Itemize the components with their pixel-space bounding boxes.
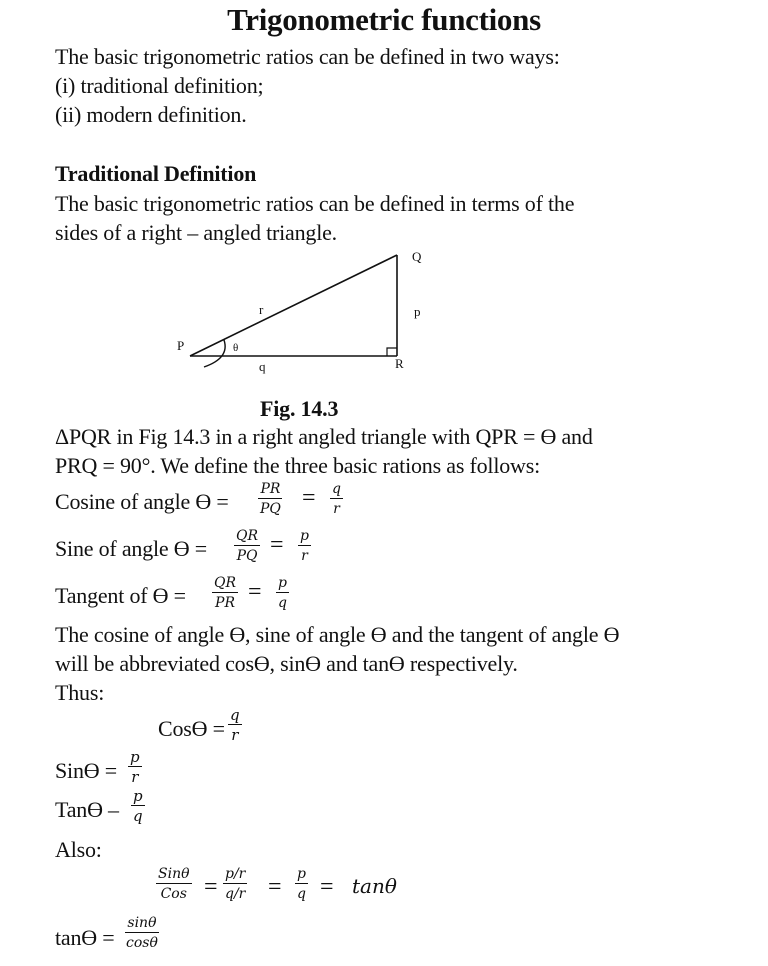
right-angle-marker <box>387 348 397 356</box>
sin-eq-fraction <box>128 748 142 787</box>
sine-equals: = <box>270 532 284 558</box>
sin-eq-num: p <box>130 748 140 766</box>
sin-eq-label: Sinϴ = <box>55 758 117 783</box>
tangent-fraction-2 <box>276 574 289 613</box>
vertex-q-label: Q <box>412 249 422 264</box>
also-equals-1: = <box>204 874 218 900</box>
also-equals-2: = <box>268 874 282 900</box>
sine-fraction-1 <box>234 527 260 566</box>
intro-text: The basic trigonometric ratios can be defined in two ways: <box>55 44 560 69</box>
tangent-num-2: p <box>278 575 287 591</box>
tan-def-den: cosθ <box>126 935 158 951</box>
cosine-num-1: PR <box>260 481 281 497</box>
sine-fraction-2 <box>298 527 311 566</box>
traditional-text-2: sides of a right – angled triangle. <box>55 220 337 245</box>
tangent-equals: = <box>248 579 262 605</box>
abbrev-line-1: The cosine of angle ϴ, sine of angle ϴ and the tangent of angle ϴ <box>55 622 620 647</box>
also-den-1: Cos <box>160 886 187 902</box>
also-den-3: q <box>297 886 306 902</box>
sine-num-2: p <box>300 528 309 544</box>
side-r-label: r <box>259 302 264 317</box>
tangent-num-1: QR <box>214 575 237 591</box>
thus-label: Thus: <box>55 680 105 705</box>
also-fraction-1 <box>156 865 192 904</box>
tan-eq-fraction <box>131 787 145 826</box>
also-num-1: Sinθ <box>158 866 190 882</box>
tangent-fraction-1 <box>212 574 238 613</box>
also-num-3: p <box>297 866 306 882</box>
tangent-den-2: q <box>278 595 287 611</box>
cos-eq-den: r <box>231 726 239 744</box>
sine-den-2: r <box>301 548 308 564</box>
intro-item-1: (i) traditional definition; <box>55 73 264 98</box>
description-line-2: PRQ = 90°. We define the three basic rations as follows: <box>55 453 541 478</box>
also-result: tanθ <box>352 874 397 898</box>
also-fraction-3 <box>295 865 308 904</box>
tan-def-num: sinθ <box>127 915 157 931</box>
cosine-equals: = <box>302 485 316 511</box>
cosine-label: Cosine of angle ϴ = <box>55 489 229 514</box>
page-title: Trigonometric functions <box>227 2 541 37</box>
intro-item-2: (ii) modern definition. <box>55 102 247 127</box>
traditional-text-1: The basic trigonometric ratios can be defined in terms of the <box>55 191 575 216</box>
abbrev-line-2: will be abbreviated cosϴ, sinϴ and tanϴ respectively. <box>55 651 518 676</box>
cosine-den-1: PQ <box>260 501 281 517</box>
vertex-r-label: R <box>395 356 404 371</box>
side-p-label: p <box>414 304 421 319</box>
cosine-fraction-1 <box>258 480 283 519</box>
cosine-fraction-2 <box>330 480 343 519</box>
angle-theta-label: θ <box>233 342 239 354</box>
cos-eq-label: Cosϴ = <box>158 716 225 741</box>
tan-eq-num: p <box>133 787 143 805</box>
tan-def-label: tanϴ = <box>55 925 115 950</box>
also-fraction-2 <box>223 865 247 904</box>
triangle-figure <box>0 0 768 400</box>
cos-eq-fraction <box>228 706 242 745</box>
sine-label: Sine of angle ϴ = <box>55 536 207 561</box>
tan-def-fraction <box>124 914 160 953</box>
also-den-2: q/r <box>225 886 246 902</box>
sine-num-1: QR <box>236 528 259 544</box>
figure-caption: Fig. 14.3 <box>260 396 339 421</box>
tan-eq-den: q <box>133 807 143 825</box>
vertex-p-label: P <box>177 338 185 353</box>
also-equals-3: = <box>320 874 334 900</box>
side-q-label: q <box>259 359 266 374</box>
sine-den-1: PQ <box>236 548 258 564</box>
cosine-num-2: q <box>332 481 341 497</box>
description-line-1: ΔPQR in Fig 14.3 in a right angled triangle with QPR = ϴ and <box>55 424 593 449</box>
sin-eq-den: r <box>131 768 139 786</box>
tan-eq-label: Tanϴ – <box>55 797 119 822</box>
section-heading: Traditional Definition <box>55 161 257 186</box>
tangent-den-1: PR <box>215 595 235 611</box>
also-label: Also: <box>55 837 102 862</box>
cosine-den-2: r <box>333 501 340 517</box>
also-num-2: p/r <box>225 866 246 882</box>
side-r-hypotenuse <box>190 255 397 356</box>
tangent-label: Tangent of ϴ = <box>55 583 186 608</box>
cos-eq-num: q <box>230 706 240 724</box>
